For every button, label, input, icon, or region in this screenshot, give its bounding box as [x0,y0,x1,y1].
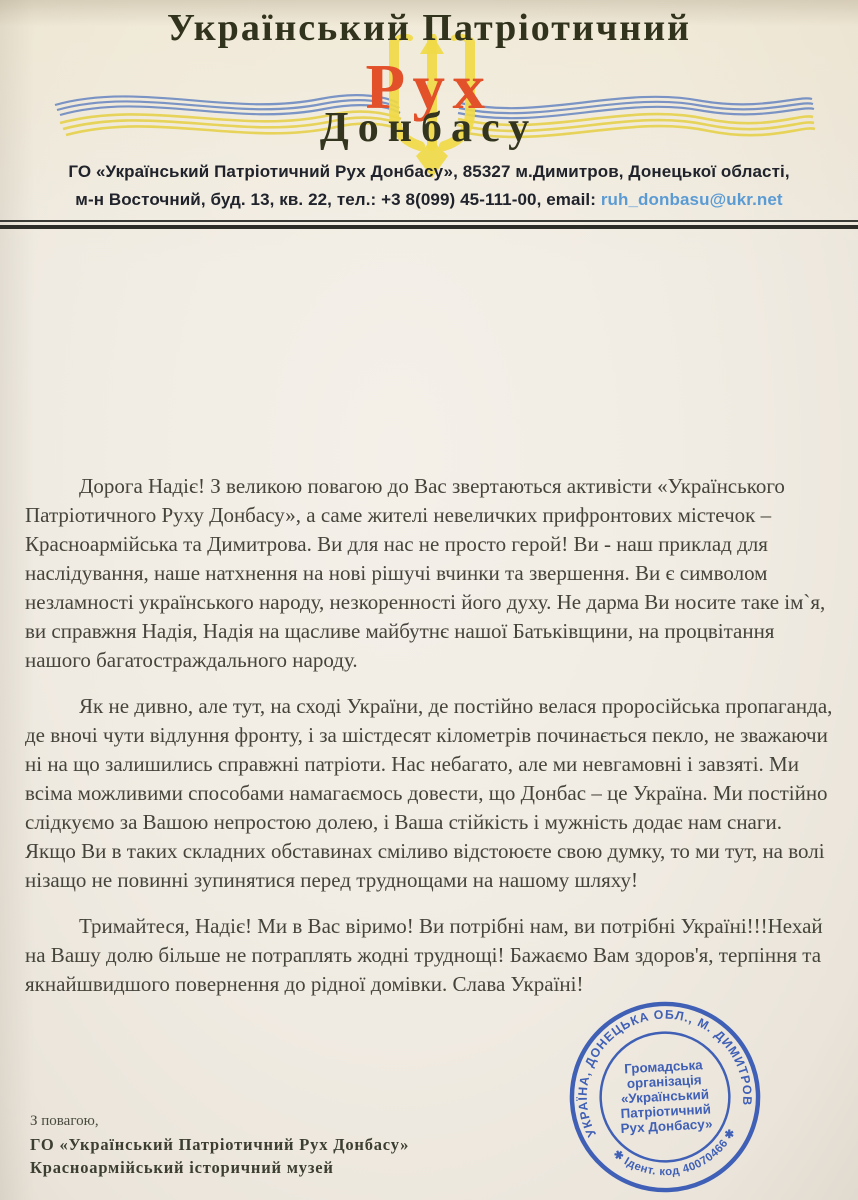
stamp-ring-bottom-text: ✱ Ідент. код 40070466 ✱ [610,1126,739,1179]
signature-museum: Красноармійський історичний музей [30,1158,334,1177]
signature-organization: ГО «Український Патріотичний Рух Донбасу» [30,1135,410,1154]
paragraph-1: Дорога Надіє! З великою повагою до Вас звертаються активісти «Українського Патріотичного Руху Донбасу», а саме жителі невеличких прифронтових містечок – Красноармійська та Димитрова. Ви для нас не просто герой! Ви - наш приклад для наслідування, наше натхнення на нові рішучі вчинки та звершення. Ви є символом незламності українського народу, незкоренності його духу. Не дарма Ви носите таке ім`я, ви справжня Надія, Надія на щасливе майбутнє нашої Батьківщини, на процвітання нашого багатостраждального народу. [25,474,826,672]
signature-block [30,1110,409,1179]
contact-line-2 [0,190,858,210]
paragraph-2: Як не дивно, але тут, на сході України, де постійно велася проросійська пропаганда, де вночі чути відлуння фронту, і за шістдесят кілометрів починається пекло, не зважаючи ні на що залишились справжні патріоти. Нас небагато, але ми невгамовні і завзяті. Ми всіма можливими способами намагаємось довести, що Донбас – це Україна. Ми постійно слідкуємо за Вашою непростою долею, і Ваша стійкість і мужність додає нам снаги. Якщо Ви в таких складних обставинах сміливо відстоюєте свою думку, то ми тут, на волі нізащо не повинні зупинятися перед труднощами на нашому шляху! [25,694,833,892]
letterhead [0,0,858,232]
stamp-center-line-4: Патріотичний [620,1101,712,1122]
stamp-center-line-2: організація [626,1072,702,1092]
stamp-ring-top-text: УКРАЇНА, ДОНЕЦЬКА ОБЛ., М. ДИМИТРОВ [575,1007,755,1140]
org-title-line2: Донбасу [319,105,539,151]
contact-email: ruh_donbasu@ukr.net [600,190,783,209]
letterhead-rule-thin [0,220,858,222]
signature-salutation: З повагою, [30,1113,99,1129]
letterhead-rule-thick [0,225,858,229]
contact-line-2-text: м-н Восточний, буд. 13, кв. 22, тел.: +3 8(099) 45-111-00, email: [75,190,601,209]
contact-line-1: ГО «Український Патріотичний Рух Донбасу», 85327 м.Димитров, Донецької області, [68,162,790,181]
stamp-center-line-1: Громадська [623,1057,703,1077]
stamp-center-line-3: «Український [620,1086,710,1107]
official-stamp [561,993,769,1200]
org-title-ruh: Рух [365,51,493,122]
letter-body [25,472,838,1016]
org-title-line1: Український Патріотичний [167,7,691,49]
paragraph-3: Тримайтеся, Надіє! Ми в Вас віримо! Ви потрібні нам, ви потрібні Україні!!!Нехай на Вашу долю більше не потраплять жодні труднощі! Бажаємо Вам здоров'я, терпіння та якнайшвидшого повернення до рідної домівки. Слава Україні! [25,914,823,996]
stamp-center-line-5: Рух Донбасу» [620,1116,713,1137]
